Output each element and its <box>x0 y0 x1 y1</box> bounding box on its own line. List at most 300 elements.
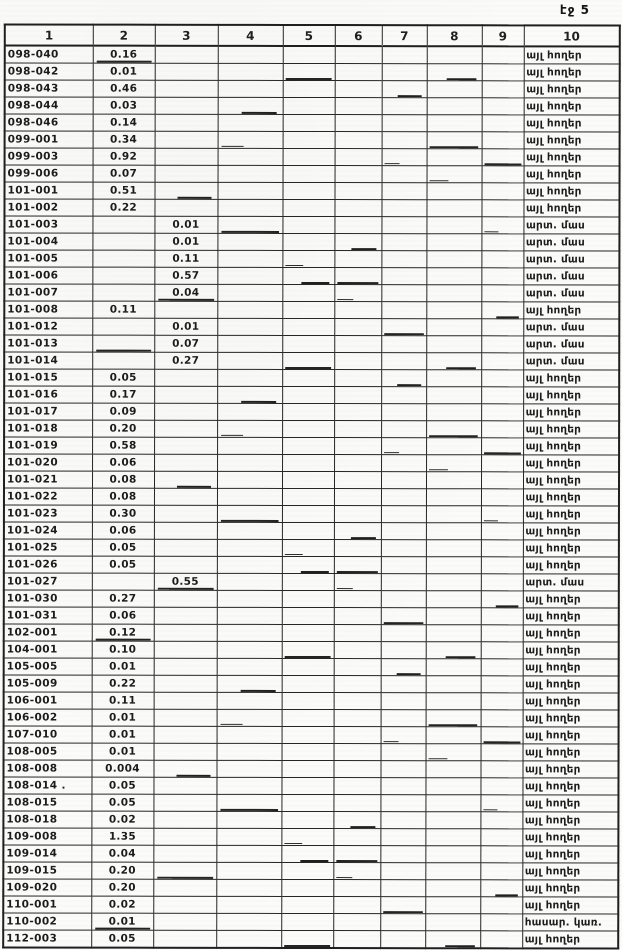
cell-empty <box>216 930 281 948</box>
cell-empty <box>334 421 381 438</box>
cell-empty <box>333 931 380 949</box>
cell-empty <box>333 778 380 795</box>
cell-empty <box>282 369 334 386</box>
cell-empty <box>217 233 282 250</box>
cell-empty <box>218 165 283 182</box>
cell-empty <box>481 302 523 319</box>
cell-parcel-code: 101-025 <box>4 539 92 556</box>
cell-empty <box>217 403 282 420</box>
cell-empty <box>482 183 524 200</box>
cell-value-col2: 0.05 <box>91 794 153 811</box>
cell-empty <box>482 149 524 166</box>
cell-empty <box>427 132 482 149</box>
cell-empty <box>217 539 282 556</box>
cell-land-type: արտ. մաս <box>523 336 619 353</box>
cell-value-col2: 0.05 <box>92 539 154 556</box>
cell-empty <box>425 761 480 778</box>
cell-empty <box>217 301 282 318</box>
cell-empty <box>334 744 381 761</box>
cell-empty <box>481 251 523 268</box>
cell-empty <box>427 115 482 132</box>
cell-empty <box>282 386 334 403</box>
cell-parcel-code: 101-004 <box>4 233 92 250</box>
cell-land-type: այլ հողեր <box>523 489 619 506</box>
cell-empty <box>380 812 425 829</box>
cell-value-col2 <box>92 573 154 590</box>
cell-empty <box>481 421 523 438</box>
cell-empty <box>426 319 481 336</box>
cell-empty <box>334 642 381 659</box>
cell-value-col2: 0.58 <box>92 437 154 454</box>
cell-empty <box>381 268 426 285</box>
cell-land-type: այլ հողեր <box>523 421 619 438</box>
cell-empty <box>481 217 523 234</box>
cell-parcel-code: 101-015 <box>4 369 92 386</box>
cell-value-col3 <box>154 488 217 505</box>
cell-value-col2: 0.20 <box>92 420 154 437</box>
cell-empty <box>218 182 283 199</box>
cell-parcel-code: 101-027 <box>4 573 92 590</box>
cell-empty <box>217 675 282 692</box>
cell-empty <box>480 778 522 795</box>
cell-empty <box>281 828 333 845</box>
cell-value-col2: 0.08 <box>92 471 154 488</box>
cell-empty <box>333 914 380 931</box>
cell-empty <box>334 319 381 336</box>
cell-value-col2: 0.01 <box>92 743 154 760</box>
cell-empty <box>282 607 334 624</box>
cell-parcel-code: 101-008 <box>4 301 92 318</box>
cell-land-type: այլ հողեր <box>523 693 619 710</box>
page-number-label: էջ 5 <box>559 3 590 17</box>
cell-parcel-code: 108-015 <box>3 794 91 811</box>
cell-land-type: այլ հողեր <box>524 149 620 166</box>
cell-empty <box>283 46 335 64</box>
cell-empty <box>281 760 333 777</box>
cell-empty <box>282 454 334 471</box>
cell-parcel-code: 101-018 <box>4 420 92 437</box>
cell-empty <box>481 608 523 625</box>
cell-land-type: այլ հողեր <box>523 302 619 319</box>
table-row <box>4 471 619 489</box>
cell-land-type: այլ հողեր <box>523 438 619 455</box>
cell-empty <box>381 642 426 659</box>
cell-value-col2 <box>92 233 154 250</box>
cell-parcel-code: 098-044 <box>5 97 93 114</box>
cell-empty <box>426 234 481 251</box>
cell-value-col2 <box>92 250 154 267</box>
cell-empty <box>283 114 335 131</box>
cell-empty <box>216 811 281 828</box>
table-row <box>4 437 619 455</box>
cell-land-type: այլ հողեր <box>523 744 619 761</box>
cell-empty <box>482 132 524 149</box>
cell-empty <box>380 761 425 778</box>
table-row <box>5 63 620 81</box>
cell-empty <box>481 472 523 489</box>
cell-empty <box>381 251 426 268</box>
cell-value-col3 <box>153 896 216 913</box>
table-row <box>4 488 619 506</box>
cell-value-col3 <box>154 743 217 760</box>
cell-empty <box>480 846 522 863</box>
cell-empty <box>426 302 481 319</box>
cell-empty <box>333 863 380 880</box>
cell-value-col3 <box>155 148 218 165</box>
cell-empty <box>334 540 381 557</box>
cell-empty <box>426 472 481 489</box>
cell-empty <box>425 812 480 829</box>
cell-land-type: այլ հողեր <box>524 81 620 98</box>
cell-empty <box>282 301 334 318</box>
cell-empty <box>282 403 334 420</box>
cell-parcel-code: 101-021 <box>4 471 92 488</box>
cell-value-col3 <box>153 811 216 828</box>
cell-empty <box>334 438 381 455</box>
cell-empty <box>216 913 281 930</box>
cell-empty <box>382 81 427 98</box>
cell-empty <box>380 897 425 914</box>
cell-empty <box>335 98 382 115</box>
table-row <box>3 811 618 829</box>
cell-empty <box>217 284 282 301</box>
cell-value-col2: 0.05 <box>91 930 153 948</box>
table-row <box>4 692 619 710</box>
cell-value-col3 <box>155 46 218 64</box>
cell-empty <box>480 931 522 949</box>
cell-land-type: արտ. մաս <box>523 217 619 234</box>
cell-empty <box>282 216 334 233</box>
cell-parcel-code: 098-042 <box>5 63 93 80</box>
cell-empty <box>427 46 482 64</box>
cell-value-col3 <box>155 131 218 148</box>
table-row <box>4 556 619 574</box>
cell-land-type: արտ. մաս <box>523 574 619 591</box>
cell-value-col3 <box>154 658 217 675</box>
cell-value-col2: 0.05 <box>92 369 154 386</box>
cell-empty <box>381 693 426 710</box>
cell-land-type: այլ հողեր <box>522 897 618 914</box>
cell-empty <box>217 335 282 352</box>
cell-empty <box>281 811 333 828</box>
cell-empty <box>217 607 282 624</box>
cell-empty <box>481 642 523 659</box>
cell-empty <box>334 608 381 625</box>
cell-land-type: այլ հողեր <box>524 132 620 149</box>
cell-empty <box>382 46 427 64</box>
cell-empty <box>481 693 523 710</box>
table-row <box>4 250 619 268</box>
table-row <box>5 45 620 64</box>
cell-empty <box>427 149 482 166</box>
cell-empty <box>426 710 481 727</box>
cell-land-type: այլ հողեր <box>523 625 619 642</box>
table-row <box>5 131 620 149</box>
cell-value-col3 <box>153 879 216 896</box>
cell-land-type: այլ հողեր <box>524 64 620 81</box>
cell-empty <box>381 506 426 523</box>
cell-empty <box>282 641 334 658</box>
table-row <box>3 913 618 931</box>
cell-empty <box>426 387 481 404</box>
cell-empty <box>481 200 523 217</box>
cell-parcel-code: 108-005 <box>4 743 92 760</box>
cell-empty <box>481 353 523 370</box>
cell-empty <box>216 862 281 879</box>
cell-land-type: արտ. մաս <box>523 285 619 302</box>
cell-empty <box>481 659 523 676</box>
cell-empty <box>380 931 425 949</box>
cell-value-col3 <box>154 522 217 539</box>
cell-value-col2: 1.35 <box>91 828 153 845</box>
cell-empty <box>281 913 333 930</box>
cell-empty <box>425 846 480 863</box>
cell-value-col2: 0.14 <box>93 114 155 131</box>
cell-value-col3: 0.55 <box>154 573 217 590</box>
cell-empty <box>334 370 381 387</box>
cell-parcel-code: 099-006 <box>5 165 93 182</box>
cell-empty <box>282 590 334 607</box>
cell-parcel-code: 099-001 <box>5 131 93 148</box>
cell-empty <box>334 285 381 302</box>
cell-land-type: այլ հողեր <box>522 778 618 795</box>
cell-value-col2: 0.17 <box>92 386 154 403</box>
column-header: 10 <box>524 25 620 46</box>
cell-value-col2: 0.004 <box>91 760 153 777</box>
cell-empty <box>334 200 381 217</box>
cell-empty <box>426 438 481 455</box>
cell-empty <box>381 489 426 506</box>
cell-empty <box>217 250 282 267</box>
cell-empty <box>427 183 482 200</box>
cell-empty <box>282 658 334 675</box>
cell-value-col2: 0.09 <box>92 403 154 420</box>
cell-parcel-code: 112-003 <box>3 930 91 948</box>
cell-empty <box>334 404 381 421</box>
cell-empty <box>481 489 523 506</box>
cell-land-type: այլ հողեր <box>524 183 620 200</box>
cell-value-col2: 0.06 <box>92 607 154 624</box>
cell-value-col2: 0.22 <box>92 675 154 692</box>
cell-land-type: այլ հողեր <box>524 166 620 183</box>
cell-parcel-code: 109-015 <box>3 862 91 879</box>
cell-empty <box>425 795 480 812</box>
cell-land-type: այլ հողեր <box>522 812 618 829</box>
cell-value-col3 <box>154 607 217 624</box>
cell-land-type: այլ հողեր <box>523 404 619 421</box>
cell-value-col3: 0.11 <box>154 250 217 267</box>
cell-empty <box>282 743 334 760</box>
cell-value-col2: 0.12 <box>92 624 154 641</box>
cell-empty <box>217 454 282 471</box>
cell-parcel-code: 098-046 <box>5 114 93 131</box>
cell-empty <box>282 318 334 335</box>
cell-empty <box>426 268 481 285</box>
cell-value-col3 <box>154 199 217 216</box>
cell-empty <box>282 573 334 590</box>
cell-value-col2: 0.01 <box>92 658 154 675</box>
cell-empty <box>218 63 283 80</box>
cell-empty <box>283 131 335 148</box>
cell-empty <box>216 760 281 777</box>
cell-empty <box>217 522 282 539</box>
cell-land-type: այլ հողեր <box>522 846 618 863</box>
cell-land-type: այլ հողեր <box>522 880 618 897</box>
cell-empty <box>217 743 282 760</box>
cell-empty <box>481 438 523 455</box>
cell-empty <box>218 46 283 64</box>
cell-empty <box>481 710 523 727</box>
cell-value-col3: 0.01 <box>154 318 217 335</box>
cell-empty <box>481 676 523 693</box>
cell-empty <box>381 421 426 438</box>
cell-land-type: այլ հողեր <box>523 523 619 540</box>
cell-empty <box>281 794 333 811</box>
cell-empty <box>282 352 334 369</box>
cell-value-col2: 0.07 <box>93 165 155 182</box>
cell-empty <box>481 455 523 472</box>
table-row <box>4 641 619 659</box>
cell-empty <box>217 386 282 403</box>
cell-empty <box>426 727 481 744</box>
table-row <box>4 624 619 642</box>
cell-empty <box>381 574 426 591</box>
cell-parcel-code: 108-018 <box>3 811 91 828</box>
cell-parcel-code: 101-005 <box>4 250 92 267</box>
cell-empty <box>282 233 334 250</box>
cell-empty <box>282 624 334 641</box>
cell-empty <box>334 693 381 710</box>
cell-empty <box>335 64 382 81</box>
cell-parcel-code: 101-020 <box>4 454 92 471</box>
cell-empty <box>426 557 481 574</box>
cell-empty <box>334 234 381 251</box>
table-row <box>4 522 619 540</box>
cell-parcel-code: 107-010 <box>4 726 92 743</box>
cell-value-col3 <box>155 165 218 182</box>
cell-land-type: արտ. մաս <box>523 234 619 251</box>
table-row <box>4 505 619 523</box>
cell-value-col3 <box>154 386 217 403</box>
cell-empty <box>282 522 334 539</box>
table-row <box>5 148 620 166</box>
cell-empty <box>218 148 283 165</box>
cell-parcel-code: 110-002 <box>3 913 91 930</box>
cell-empty <box>217 267 282 284</box>
cell-parcel-code: 101-003 <box>4 216 92 233</box>
cell-value-col3 <box>155 97 218 114</box>
cell-empty <box>218 131 283 148</box>
cell-empty <box>281 777 333 794</box>
cell-empty <box>480 914 522 931</box>
table-row <box>5 114 620 132</box>
cell-land-type: այլ հողեր <box>524 115 620 132</box>
table-row <box>4 216 619 234</box>
cell-empty <box>335 132 382 149</box>
cell-value-col3 <box>153 760 216 777</box>
cell-empty <box>282 267 334 284</box>
cell-value-col2 <box>92 352 154 369</box>
table-row <box>4 658 619 676</box>
cell-value-col3 <box>154 471 217 488</box>
cell-empty <box>335 81 382 98</box>
cell-empty <box>382 183 427 200</box>
cell-empty <box>427 166 482 183</box>
cell-value-col3 <box>154 437 217 454</box>
cell-empty <box>381 438 426 455</box>
cell-value-col2: 0.10 <box>92 641 154 658</box>
cell-empty <box>481 285 523 302</box>
cell-parcel-code: 101-002 <box>4 199 92 216</box>
cell-land-type: այլ հողեր <box>523 540 619 557</box>
cell-value-col3 <box>153 930 216 948</box>
cell-empty <box>381 455 426 472</box>
cell-empty <box>425 880 480 897</box>
cell-empty <box>282 675 334 692</box>
cell-empty <box>217 488 282 505</box>
cell-empty <box>426 659 481 676</box>
cell-value-col2: 0.01 <box>93 63 155 80</box>
cell-empty <box>335 166 382 183</box>
cell-empty <box>333 880 380 897</box>
cell-empty <box>216 879 281 896</box>
cell-parcel-code: 101-016 <box>4 386 92 403</box>
cell-empty <box>380 863 425 880</box>
cell-land-type: այլ հողեր <box>524 46 620 64</box>
cell-parcel-code: 098-043 <box>5 80 93 97</box>
cell-empty <box>481 744 523 761</box>
cell-empty <box>334 727 381 744</box>
cell-empty <box>481 540 523 557</box>
cell-value-col2: 0.02 <box>91 896 153 913</box>
cell-value-col3 <box>154 505 217 522</box>
cell-land-type: այլ հողեր <box>523 472 619 489</box>
cell-empty <box>283 97 335 114</box>
cell-empty <box>217 471 282 488</box>
cell-value-col3 <box>154 624 217 641</box>
table-row <box>5 165 620 183</box>
cell-empty <box>334 676 381 693</box>
cell-empty <box>334 557 381 574</box>
table-row <box>3 896 618 914</box>
cell-empty <box>217 199 282 216</box>
cell-empty <box>216 828 281 845</box>
cell-empty <box>481 336 523 353</box>
cell-value-col3 <box>154 539 217 556</box>
cell-empty <box>380 829 425 846</box>
cell-empty <box>426 421 481 438</box>
cell-value-col3 <box>154 369 217 386</box>
cell-parcel-code: 101-022 <box>4 488 92 505</box>
cell-empty <box>426 642 481 659</box>
cell-empty <box>281 896 333 913</box>
cell-empty <box>381 370 426 387</box>
cell-empty <box>216 845 281 862</box>
cell-empty <box>481 319 523 336</box>
cell-parcel-code: 108-008 <box>3 760 91 777</box>
cell-empty <box>334 506 381 523</box>
cell-empty <box>426 200 481 217</box>
cell-empty <box>381 285 426 302</box>
cell-land-type: այլ հողեր <box>523 642 619 659</box>
cell-value-col2: 0.05 <box>91 777 153 794</box>
cell-empty <box>425 829 480 846</box>
cell-empty <box>480 880 522 897</box>
cell-value-col3 <box>153 777 216 794</box>
cell-parcel-code: 099-003 <box>5 148 93 165</box>
cell-empty <box>425 863 480 880</box>
cell-empty <box>482 166 524 183</box>
